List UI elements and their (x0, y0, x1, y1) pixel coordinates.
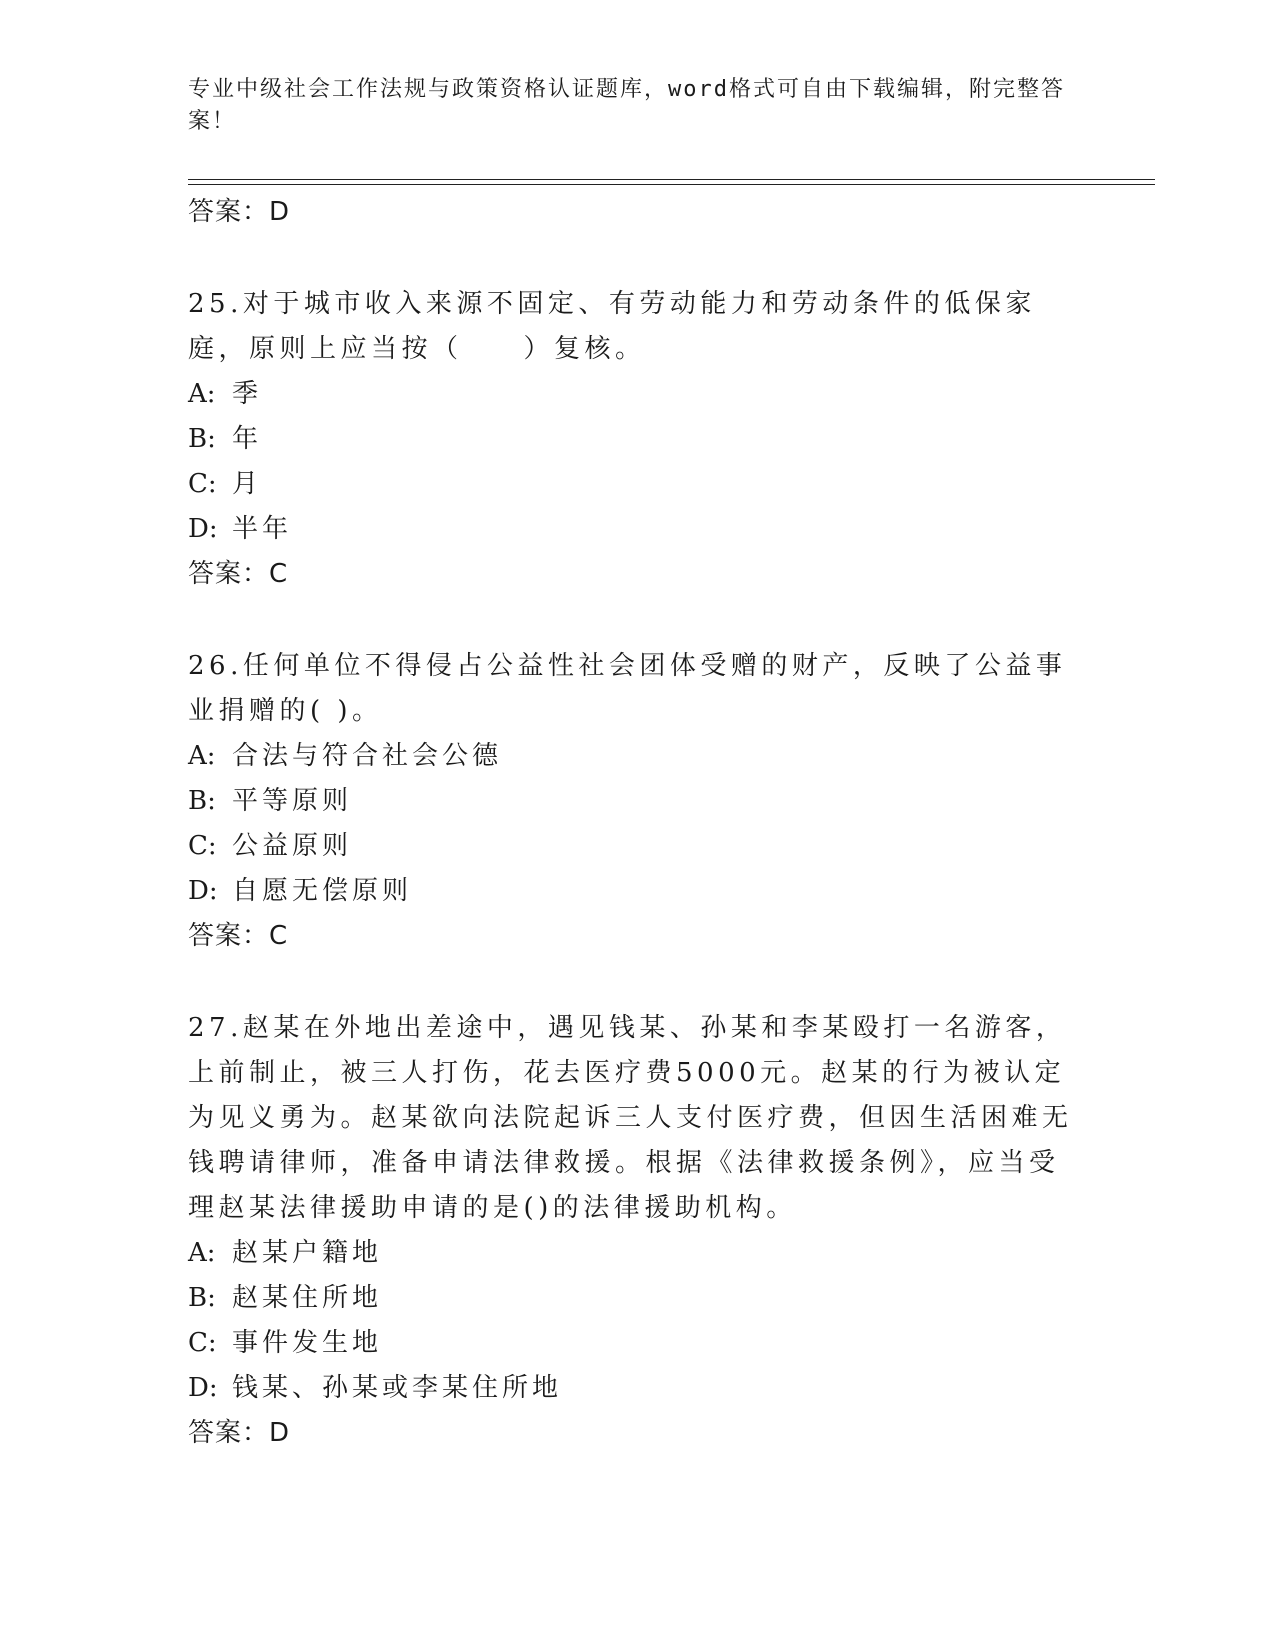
option-d (188, 869, 1088, 914)
option-d (188, 1366, 1088, 1411)
option-text: 月 (232, 469, 263, 499)
option-text: 钱某、孙某或李某住所地 (232, 1373, 563, 1403)
option-text: 赵某户籍地 (232, 1238, 383, 1268)
question-item (188, 282, 1088, 596)
option-text: 季 (232, 379, 263, 409)
option-c (188, 1321, 1088, 1366)
question-stem: 25.对于城市收入来源不固定、有劳动能力和劳动条件的低保家庭，原则上应当按（ ）复核。 (188, 289, 1036, 364)
option-letter: B: (188, 424, 216, 454)
option-a (188, 734, 1088, 779)
question-answer: 答案：D (188, 1418, 291, 1448)
header-rule-bottom (188, 184, 1155, 185)
option-b (188, 417, 1088, 462)
option-d (188, 507, 1088, 552)
option-b (188, 779, 1088, 824)
option-text: 年 (232, 424, 263, 454)
option-a (188, 1231, 1088, 1276)
option-letter: D: (188, 1373, 218, 1403)
option-text: 赵某住所地 (232, 1283, 383, 1313)
option-letter: B: (188, 786, 216, 816)
option-a (188, 372, 1088, 417)
previous-answer: 答案：D (188, 197, 291, 227)
question-list (188, 190, 1088, 1455)
question-stem: 26.任何单位不得侵占公益性社会团体受赠的财产，反映了公益事业捐赠的( )。 (188, 651, 1067, 726)
option-c (188, 462, 1088, 507)
option-letter: C: (188, 469, 217, 499)
option-text: 平等原则 (232, 786, 353, 816)
option-letter: A: (188, 741, 216, 771)
page-header: 专业中级社会工作法规与政策资格认证题库，word格式可自由下载编辑，附完整答案！ (188, 77, 1065, 134)
option-letter: A: (188, 1238, 216, 1268)
option-text: 自愿无偿原则 (232, 876, 413, 906)
question-stem: 27.赵某在外地出差途中，遇见钱某、孙某和李某殴打一名游客，上前制止，被三人打伤，花去医疗费5000元。赵某的行为被认定为见义勇为。赵某欲向法院起诉三人支付医疗费，但因生活困难无钱聘请律师，准备申请法律救援。根据《法律救援条例》，应当受理赵某法律援助申请的是()的法律援助机构。 (188, 1013, 1073, 1223)
option-text: 半年 (232, 514, 293, 544)
option-letter: B: (188, 1283, 216, 1313)
question-item (188, 1006, 1088, 1455)
option-c (188, 824, 1088, 869)
question-answer: 答案：C (188, 559, 289, 589)
option-text: 合法与符合社会公德 (232, 741, 503, 771)
question-answer: 答案：C (188, 921, 289, 951)
option-letter: D: (188, 876, 218, 906)
header-rule-top (188, 179, 1155, 180)
option-letter: A: (188, 379, 216, 409)
option-letter: D: (188, 514, 218, 544)
option-text: 公益原则 (232, 831, 353, 861)
option-letter: C: (188, 831, 217, 861)
option-b (188, 1276, 1088, 1321)
option-letter: C: (188, 1328, 217, 1358)
question-item (188, 644, 1088, 958)
option-text: 事件发生地 (232, 1328, 383, 1358)
